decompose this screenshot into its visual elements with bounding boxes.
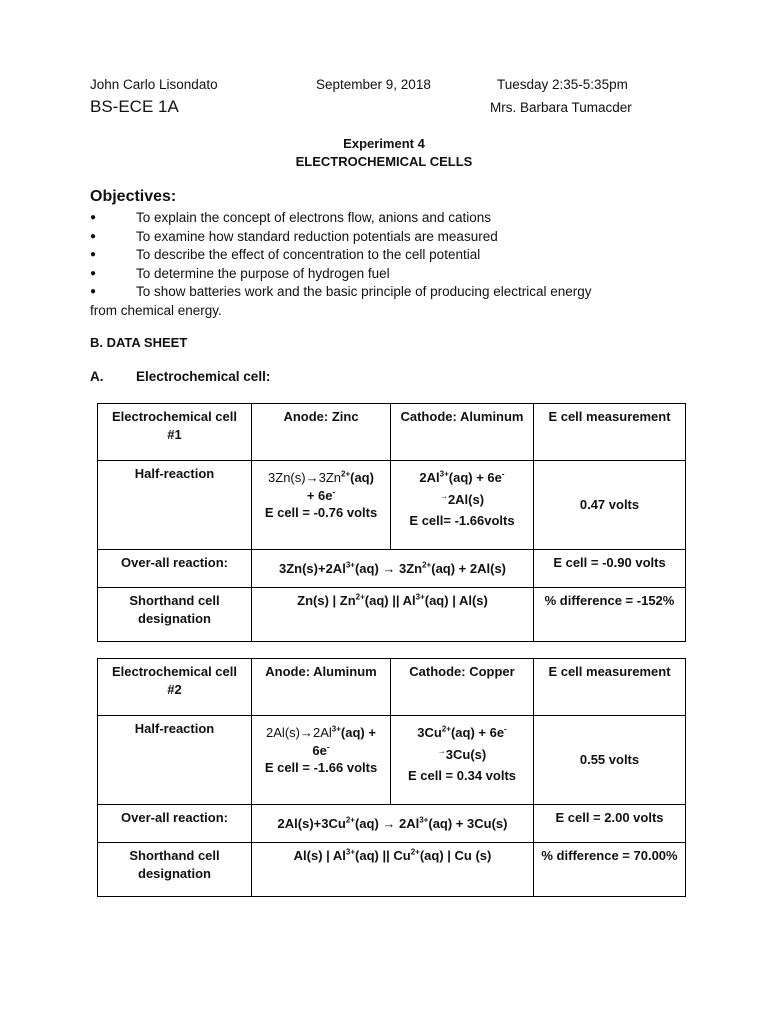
bullet-icon: ● bbox=[90, 249, 97, 260]
anode-half-reaction: $2Al(s)\to 2Al^{3+}(aq)$ + 6e- E cell = -1.66 volts bbox=[252, 716, 391, 805]
cathode-half-reaction: $3Cu^{2+}(aq) + 6e^-$ →3Cu(s) E cell = 0.34 volts bbox=[391, 716, 534, 805]
shorthand-designation: Zn(s) | $Zn^{2+}(aq)$ || $Al^{3+}(aq)$ | Al(s) bbox=[252, 588, 534, 642]
overall-label: Over-all reaction: bbox=[98, 805, 252, 843]
header-cathode: Cathode: Copper bbox=[391, 659, 534, 716]
header-anode: Anode: Zinc bbox=[252, 404, 391, 461]
report-date: September 9, 2018 bbox=[316, 77, 431, 92]
overall-reaction: $2Al(s)+3Cu^{2+}(aq) \to 2Al^{3+}(aq) + 3Cu(s)$ bbox=[252, 805, 534, 843]
bullet-icon: ● bbox=[90, 267, 97, 279]
header-cell: Electrochemical cell #1 bbox=[98, 404, 252, 461]
shorthand-label: Shorthand cell designation bbox=[98, 843, 252, 897]
student-name: John Carlo Lisondato bbox=[90, 77, 218, 92]
overall-label: Over-all reaction: bbox=[98, 550, 252, 588]
overall-reaction: $3Zn(s)+2Al^{3+}(aq) \to 3Zn^{2+}(aq) + 2Al(s)$ bbox=[252, 550, 534, 588]
bullet-icon: ● bbox=[90, 212, 97, 223]
section-title: Electrochemical cell: bbox=[136, 369, 271, 384]
percent-difference: % difference = -152% bbox=[534, 588, 686, 642]
experiment-number: Experiment 4 bbox=[343, 136, 425, 151]
shorthand-designation: Al(s) | $Al^{3+}(aq)$ || $Cu^{2+}(aq)$ | Cu (s) bbox=[252, 843, 534, 897]
course-section: BS-ECE 1A bbox=[90, 97, 179, 116]
objectives-list bbox=[90, 209, 690, 320]
experiment-title: ELECTROCHEMICAL CELLS bbox=[295, 154, 473, 169]
class-schedule: Tuesday 2:35-5:35pm bbox=[497, 77, 628, 92]
shorthand-label: Shorthand cell designation bbox=[98, 588, 252, 642]
half-reaction-label: Half-reaction bbox=[98, 461, 252, 550]
header-cell: Electrochemical cell #2 bbox=[98, 659, 252, 716]
header-ecell: E cell measurement bbox=[534, 659, 686, 716]
section-letter: A. bbox=[90, 369, 104, 384]
cathode-half-reaction: $2Al^{3+}(aq) + 6e^-$ →2Al(s) E cell= -1.66volts bbox=[391, 461, 534, 550]
objective-continuation: from chemical energy. bbox=[90, 302, 222, 318]
bullet-icon: ● bbox=[90, 230, 97, 242]
overall-ecell: E cell = 2.00 volts bbox=[534, 805, 686, 843]
list-item: ● To show batteries work and the basic principle of producing electrical energy bbox=[90, 283, 690, 302]
header-ecell: E cell measurement bbox=[534, 404, 686, 461]
list-item: ● To determine the purpose of hydrogen fuel bbox=[90, 265, 690, 284]
anode-half-reaction: $3Zn(s)\to 3Zn^{2+}(aq)$ + 6e- E cell = -0.76 volts bbox=[252, 461, 391, 550]
cell-2-table bbox=[97, 658, 686, 897]
header-cathode: Cathode: Aluminum bbox=[391, 404, 534, 461]
list-item: ● To examine how standard reduction potentials are measured bbox=[90, 228, 690, 247]
cell-measurement: 0.55 volts bbox=[534, 716, 686, 805]
cell-1-table bbox=[97, 403, 686, 642]
percent-difference: % difference = 70.00% bbox=[534, 843, 686, 897]
data-sheet-heading: B. DATA SHEET bbox=[90, 335, 188, 350]
objectives-heading: Objectives: bbox=[90, 188, 177, 205]
half-reaction-label: Half-reaction bbox=[98, 716, 252, 805]
bullet-icon: ● bbox=[90, 286, 97, 297]
list-item: ● To describe the effect of concentration to the cell potential bbox=[90, 246, 690, 265]
list-item: ● To explain the concept of electrons flow, anions and cations bbox=[90, 209, 690, 228]
header-anode: Anode: Aluminum bbox=[252, 659, 391, 716]
overall-ecell: E cell = -0.90 volts bbox=[534, 550, 686, 588]
instructor-name: Mrs. Barbara Tumacder bbox=[490, 100, 632, 115]
cell-measurement: 0.47 volts bbox=[534, 461, 686, 550]
